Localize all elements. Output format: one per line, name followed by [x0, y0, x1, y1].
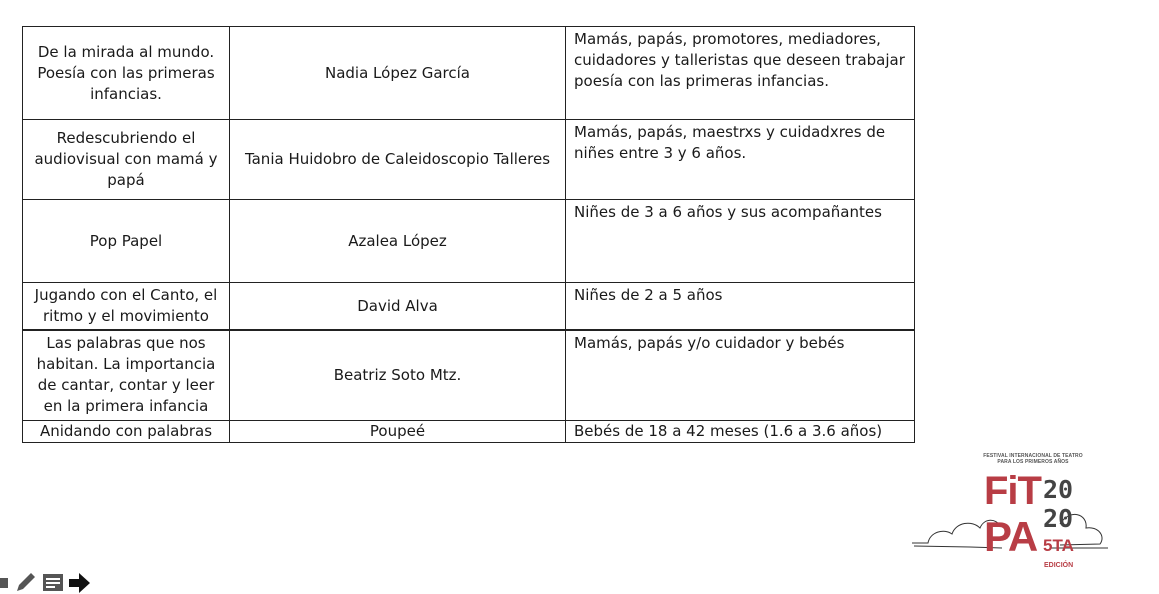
logo-fit: FiT: [984, 469, 1041, 513]
workshop-title: Pop Papel: [23, 200, 230, 283]
workshop-facilitator: Nadia López García: [230, 27, 566, 120]
workshop-title: Las palabras que nos habitan. La importancia de cantar, contar y leer en la primera infancia: [23, 330, 230, 420]
workshop-audience: Niñes de 3 a 6 años y sus acompañantes: [566, 200, 915, 283]
table-row: [23, 200, 915, 283]
workshop-audience: Niñes de 2 a 5 años: [566, 283, 915, 331]
workshop-audience: Mamás, papás, promotores, mediadores, cuidadores y talleristas que deseen trabajar poesía con las primeras infancias.: [566, 27, 915, 120]
workshop-audience: Mamás, papás y/o cuidador y bebés: [566, 330, 915, 420]
table-row: [23, 120, 915, 200]
square-icon[interactable]: [0, 576, 9, 590]
arrow-icon[interactable]: [68, 572, 92, 594]
workshop-facilitator: Beatriz Soto Mtz.: [230, 330, 566, 420]
logo-year: 20: [1043, 504, 1074, 533]
logo-tagline: FESTIVAL INTERNACIONAL DE TEATRO: [983, 453, 1083, 459]
logo-edition-number: 5TA: [1043, 536, 1074, 555]
logo-edition-label: EDICIÓN: [1044, 562, 1074, 569]
table-row: [23, 27, 915, 120]
workshop-facilitator: Poupeé: [230, 420, 566, 442]
workshop-title: Redescubriendo el audiovisual con mamá y papá: [23, 120, 230, 200]
workshop-facilitator: Tania Huidobro de Caleidoscopio Talleres: [230, 120, 566, 200]
workshop-facilitator: David Alva: [230, 283, 566, 331]
workshop-facilitator: Azalea López: [230, 200, 566, 283]
logo-pa: PA: [984, 513, 1038, 560]
workshops-table: [22, 26, 915, 443]
table-row: [23, 420, 915, 442]
table-row: [23, 330, 915, 420]
workshop-title: Anidando con palabras: [23, 420, 230, 442]
table-row: [23, 283, 915, 331]
workshop-title: Jugando con el Canto, el ritmo y el movimiento: [23, 283, 230, 331]
workshop-audience: Bebés de 18 a 42 meses (1.6 a 3.6 años): [566, 420, 915, 442]
logo-tagline: PARA LOS PRIMEROS AÑOS: [997, 459, 1069, 465]
slide-toolbar: [0, 570, 100, 594]
logo-year: 20: [1043, 475, 1074, 504]
pen-icon[interactable]: [14, 571, 38, 593]
workshop-audience: Mamás, papás, maestrxs y cuidadxres de niñes entre 3 y 6 años.: [566, 120, 915, 200]
notes-icon[interactable]: [42, 573, 64, 592]
workshop-title: De la mirada al mundo. Poesía con las primeras infancias.: [23, 27, 230, 120]
